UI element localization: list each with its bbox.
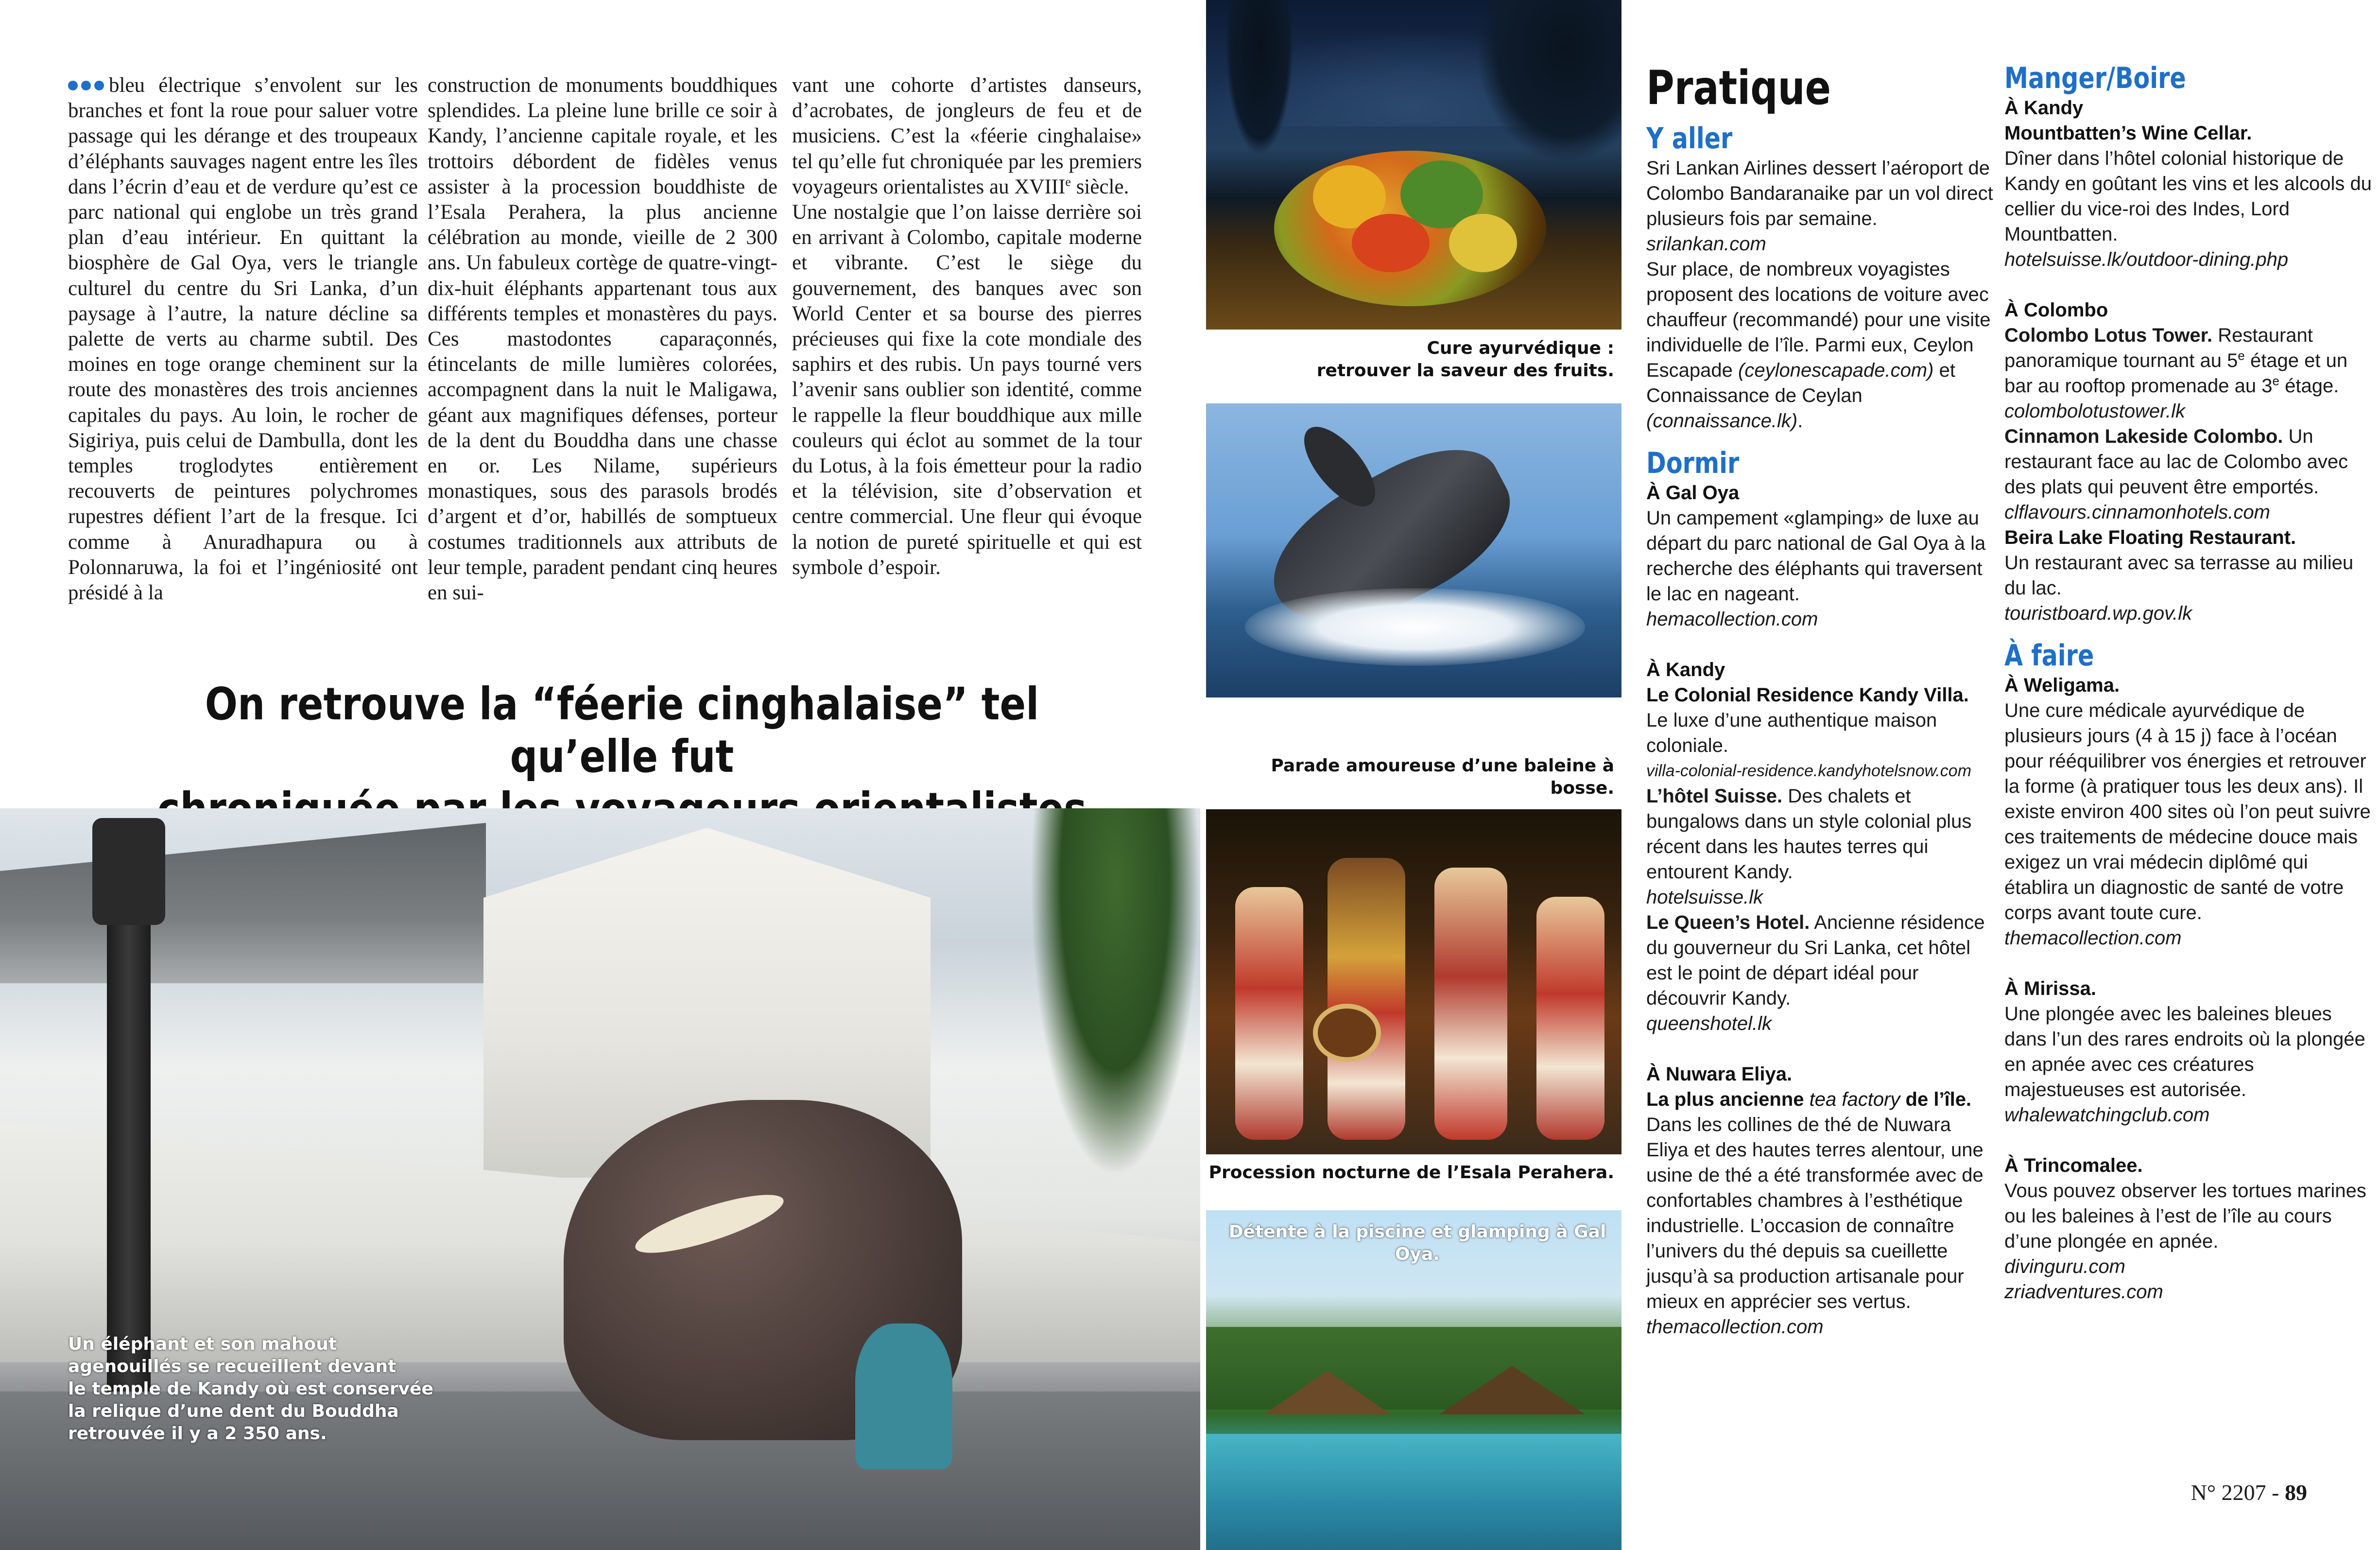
manger-colombo-url-1: colombolotustower.lk	[2004, 401, 2186, 422]
dormir-kandy-text-1: Le luxe d’une authentique maison coloniale.	[1646, 710, 1937, 756]
kandy-temple-elephant-photo	[0, 808, 1200, 1550]
y-aller-url-1: srilankan.com	[1646, 233, 1766, 255]
faire-mirissa-text: Une plongée avec les baleines bleues dans l’un des rares endroits où la plongée en apnée avec ces créatures majestueuses est autorisée.	[2004, 1003, 2365, 1100]
dormir-kandy-url-1: villa-colonial-residence.kandyhotelsnow.com	[1646, 762, 1972, 780]
dormir-place-gal-oya: À Gal Oya	[1646, 482, 1740, 504]
heading-dormir: Dormir	[1646, 446, 1740, 480]
dormir-place-kandy: À Kandy	[1646, 659, 1725, 680]
pratique-title: Pratique	[1646, 61, 1831, 115]
dormir-place-nuwara: À Nuwara Eliya.	[1646, 1063, 1793, 1085]
manger-colombo-text-3: Un restaurant avec sa terrasse au milieu du lac.	[2004, 552, 2354, 599]
pool-glamping-photo	[1206, 1210, 1621, 1550]
fruit-bowl-photo	[1206, 0, 1621, 330]
pratique-column-left	[1646, 61, 1996, 1340]
fruit-caption: Cure ayurvédique : retrouver la saveur des fruits.	[1316, 338, 1614, 381]
faire-place-mirissa: À Mirissa.	[2004, 978, 2096, 999]
manger-place-kandy: À Kandy	[2004, 97, 2084, 119]
perahera-dancers-photo	[1206, 809, 1621, 1154]
manger-colombo-url-3: touristboard.wp.gov.lk	[2004, 603, 2192, 624]
manger-colombo-entry-2: Cinnamon Lakeside Colombo. Un restaurant face au lac de Colombo avec des plats qui peuvent être emportés.	[2004, 426, 2348, 498]
manger-kandy-text: Dîner dans l’hôtel colonial historique de Kandy en goûtant les vins et les alcools du cellier du vice-roi des Indes, Lord Mountbatten.	[2004, 148, 2372, 245]
y-aller-text-2: Sur place, de nombreux voyagistes proposent des locations de voiture avec chauffeur (recommandé) pour une visite individuelle de l’île. Parmi eux, Ceylon Escapade (ceylonescapade.com) et Connaissance de Ceylan (connaissance.lk).	[1646, 259, 1991, 432]
dormir-nuwara-url: themacollection.com	[1646, 1316, 1824, 1338]
dots-icon	[68, 81, 104, 90]
manger-kandy-name: Mountbatten’s Wine Cellar.	[2004, 122, 2252, 144]
article-column-2	[428, 73, 777, 606]
article-text-2: construction de monuments bouddhiques splendides. La pleine lune brille ce soir à Kandy, l’ancienne capitale royale, et les trottoirs débordent de fidèles venus assister à la procession bouddhiste de l’Esala Perahera, la plus ancienne célébration au monde, vieille de 2 300 ans. Un fabuleux cortège de quatre-vingt-dix-huit éléphants appartenant tous aux différents temples et monastères du pays. Ces mastodontes caparaçonnés, étincelants de mille lumières colorées, accompagnent dans la nuit le Maligawa, géant aux magnifiques défenses, porteur de la dent du Bouddha dans une chasse en or. Les Nilame, supérieurs monastiques, sous des parasols brodés d’argent et d’or, habillés de somptueux costumes traditionnels aux attributs de leur temple, paradent pendant cinq heures en sui-	[428, 74, 777, 605]
manger-kandy-url: hotelsuisse.lk/outdoor-dining.php	[2004, 249, 2289, 270]
perahera-caption: Procession nocturne de l’Esala Perahera.	[1208, 1163, 1614, 1183]
manger-place-colombo: À Colombo	[2004, 299, 2108, 321]
faire-trincomalee-text: Vous pouvez observer les tortues marines ou les baleines à l’est de l’île au cours d’une plongée en apnée.	[2004, 1180, 2366, 1252]
heading-y-aller: Y aller	[1646, 122, 1733, 156]
dormir-nuwara-name: La plus ancienne tea factory de l’île.	[1646, 1089, 1972, 1110]
dormir-kandy-entry-2: L’hôtel Suisse. Des chalets et bungalows dans un style colonial plus récent dans les hautes terres qui entourent Kandy.	[1646, 785, 1972, 883]
faire-mirissa-url: whalewatchingclub.com	[2004, 1104, 2210, 1126]
temple-caption: Un éléphant et son mahout agenouillés se recueillent devant le temple de Kandy où est conservée la relique d’une dent du Bouddha retrouvée il y a 2 350 ans.	[68, 1334, 433, 1444]
heading-manger-boire: Manger/Boire	[2004, 61, 2186, 95]
manger-colombo-name-3: Beira Lake Floating Restaurant.	[2004, 527, 2296, 548]
page-folio: N° 2207 - 89	[2190, 1480, 2307, 1505]
article-text-3a: vant une cohorte d’artistes danseurs, d’acrobates, de jongleurs de feu et de musiciens. C’est la «féerie cinghalaise» tel qu’elle fut chroniquée par les premiers voyageurs orientalistes au XVIIIe siècle.	[792, 74, 1142, 198]
faire-place-weligama: À Weligama.	[2004, 675, 2120, 696]
article-column-3	[792, 73, 1142, 580]
dormir-nuwara-text: Dans les collines de thé de Nuwara Eliya et des hautes terres alentour, une usine de thé a été transformée avec de confortables chambres à l’esthétique industrielle. L’occasion de connaître l’univers du thé depuis sa cueillette jusqu’à sa production artisanale pour mieux en apprécier ses vertus.	[1646, 1114, 1983, 1312]
pool-caption: Détente à la piscine et glamping à Gal Oya.	[1228, 1222, 1606, 1264]
y-aller-text-1: Sri Lankan Airlines dessert l’aéroport de Colombo Bandaranaike par un vol direct plusieurs fois par semaine.	[1646, 157, 1993, 229]
article-text-1: bleu électrique s’envolent sur les branches et font la roue pour saluer votre passage qui les dérange et des troupeaux d’éléphants sauvages nagent entre les îles dans l’écrin d’eau et de verdure qu’est ce parc national qui englobe un très grand plan d’eau intérieur. En quittant la biosphère de Gal Oya, vers le triangle culturel du centre du Sri Lanka, d’un paysage à l’autre, la nature décline sa palette de verts au charme subtil. Des moines en toge orange cheminent sur la route des monastères des trois anciennes capitales du pays. Au loin, le rocher de Sigiriya, puis celui de Dambulla, dont les temples troglodytes entièrement recouverts de peintures polychromes rupestres défient l’art de la fresque. Ici comme à Anuradhapura ou à Polonnaruwa, la foi et l’ingéniosité ont présidé à la	[68, 74, 418, 605]
faire-weligama-url: themacollection.com	[2004, 927, 2182, 949]
article-text-3b: Une nostalgie que l’on laisse derrière soi en arrivant à Colombo, capitale moderne et vibrante. C’est le siège du gouvernement, des banques avec son World Center et sa bourse des pierres précieuses qui fixe la cote mondiale des saphirs et des rubis. Un pays tourné vers l’avenir sans oublier son identité, comme le rappelle la fleur bouddhique aux mille couleurs qui éclot au sommet de la tour du Lotus, à la fois émetteur pour la radio et la télévision, site d’observation et centre commercial. Une fleur qui évoque la notion de pureté spirituelle et qui est symbole d’espoir.	[792, 201, 1142, 579]
pull-quote-line-1: On retrouve la “féerie cinghalaise” tel qu’elle fut	[205, 678, 1039, 783]
whale-caption: Parade amoureuse d’une baleine à bosse.	[1271, 756, 1614, 798]
faire-place-trincomalee: À Trincomalee.	[2004, 1155, 2143, 1176]
faire-trincomalee-url-2: zriadventures.com	[2004, 1281, 2163, 1303]
dormir-gal-oya-text: Un campement «glamping» de luxe au départ du parc national de Gal Oya à la recherche des éléphants qui traversent le lac en nageant.	[1646, 507, 1986, 605]
heading-a-faire: À faire	[2004, 639, 2094, 673]
dormir-kandy-url-2: hotelsuisse.lk	[1646, 887, 1763, 908]
faire-trincomalee-url-1: divinguru.com	[2004, 1256, 2126, 1277]
article-column-1	[68, 73, 418, 606]
pratique-column-right	[2004, 61, 2374, 1305]
dormir-kandy-entry-3: Le Queen’s Hotel. Ancienne résidence du gouverneur du Sri Lanka, cet hôtel est le point de départ idéal pour découvrir Kandy.	[1646, 912, 1985, 1009]
manger-colombo-entry-1: Colombo Lotus Tower. Restaurant panoramique tournant au 5e étage et un bar au rooftop promenade au 3e étage.	[2004, 325, 2348, 397]
whale-photo	[1206, 403, 1621, 697]
manger-colombo-url-2: clflavours.cinnamonhotels.com	[2004, 502, 2270, 523]
dormir-kandy-name-1: Le Colonial Residence Kandy Villa.	[1646, 684, 1969, 706]
faire-weligama-text: Une cure médicale ayurvédique de plusieurs jours (4 à 15 j) face à l’océan pour rééquilibrer vos énergies et retrouver la forme (à pratiquer tous les deux ans). Il existe environ 400 sites où l’on peut suivre ces traitements de médecine douce mais exigez un vrai médecin diplômé qui établira un diagnostic de santé de votre corps avant toute cure.	[2004, 700, 2371, 923]
dormir-gal-oya-url: hemacollection.com	[1646, 609, 1818, 630]
dormir-kandy-url-3: queenshotel.lk	[1646, 1013, 1772, 1034]
